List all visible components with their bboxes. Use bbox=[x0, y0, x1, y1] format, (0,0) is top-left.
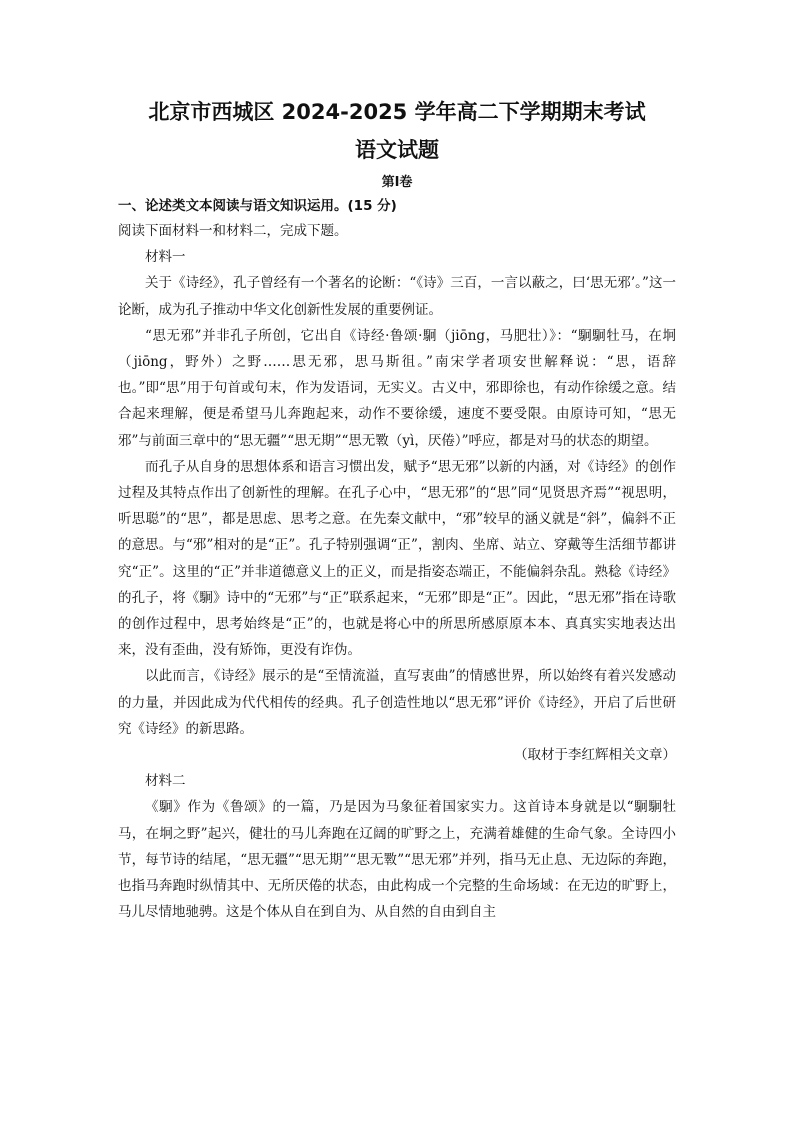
material1-label: 材料一 bbox=[145, 249, 186, 266]
material1-paragraph: “思无邪”并非孔子所创，它出自《诗经·鲁颂·駉（jiōng，马肥壮）》：“駉駉牡马，在坰（jiōng，野外）之野……思无邪，思马斯徂。”南宋学者项安世解释说：“思，语辞也。”即“思”用于句首或句末，作为发语词，无实义。古义中，邪即徐也，有动作徐缓之意。结合起来理解，便是希望马儿奔跑起来，动作不要徐缓，速度不要受限。由原诗可知，“思无邪”与前面三章中的“思无疆”“思无期”“思无斁（yì，厌倦）”呼应，都是对马的状态的期望。 bbox=[118, 327, 676, 449]
material2-paragraph: 《駉》作为《鲁颂》的一篇，乃是因为马象征着国家实力。这首诗本身就是以“駉駉牡马，在坰之野”起兴，健壮的马儿奔跑在辽阔的旷野之上，充满着雄健的生命气象。全诗四小节，每节诗的结尾，“思无疆”“思无期”“思无斁”“思无邪”并列，指马无止息、无边际的奔跑，也指马奔跑时纵情其中、无所厌倦的状态，由此构成一个完整的生命场域：在无边的旷野上，马儿尽情地驰骋。这是个体从自在到自为、从自然的自由到自主 bbox=[118, 799, 676, 921]
section-instruction: 阅读下面材料一和材料二，完成下题。 bbox=[118, 223, 348, 239]
material1-paragraph: 关于《诗经》，孔子曾经有一个著名的论断：“《诗》三百，一言以蔽之，曰‘思无邪’。”这一论断，成为孔子推动中华文化创新性发展的重要例证。 bbox=[118, 275, 676, 318]
material1-paragraph: 以此而言，《诗经》展示的是“至情流溢，直写衷曲”的情感世界，所以始终有着兴发感动的力量，并因此成为代代相传的经典。孔子创造性地以“思无邪”评价《诗经》，开启了后世研究《诗经》的新思路。 bbox=[118, 668, 676, 737]
material1-paragraph: 而孔子从自身的思想体系和语言习惯出发，赋予“思无邪”以新的内涵，对《诗经》的创作过程及其特点作出了创新性的理解。在孔子心中，“思无邪”的“思”同“见贤思齐焉”“视思明，听思聪”的“思”，都是思虑、思考之意。在先秦文献中，“邪”较早的涵义就是“斜”，偏斜不正的意思。与“邪”相对的是“正”。孔子特别强调“正”，割肉、坐席、站立、穿戴等生活细节都讲究“正”。这里的“正”并非道德意义上的正义，而是指姿态端正，不能偏斜杂乱。熟稔《诗经》的孔子，将《駉》诗中的“无邪”与“正”联系起来，“无邪”即是“正”。因此，“思无邪”指在诗歌的创作过程中，思考始终是“正”的，也就是将心中的所思所感原原本本、真真实实地表达出来，没有歪曲，没有矫饰，更没有诈伪。 bbox=[118, 458, 676, 659]
exam-subtitle: 语文试题 bbox=[355, 138, 439, 162]
section-heading: 一、论述类文本阅读与语文知识运用。(15 分) bbox=[118, 198, 397, 214]
volume-label: 第Ⅰ卷 bbox=[381, 175, 413, 190]
material2-label: 材料二 bbox=[145, 773, 186, 790]
material1-source: （取材于李红辉相关文章） bbox=[514, 747, 676, 764]
exam-title: 北京市西城区 2024-2025 学年高二下学期期末考试 bbox=[148, 100, 646, 124]
